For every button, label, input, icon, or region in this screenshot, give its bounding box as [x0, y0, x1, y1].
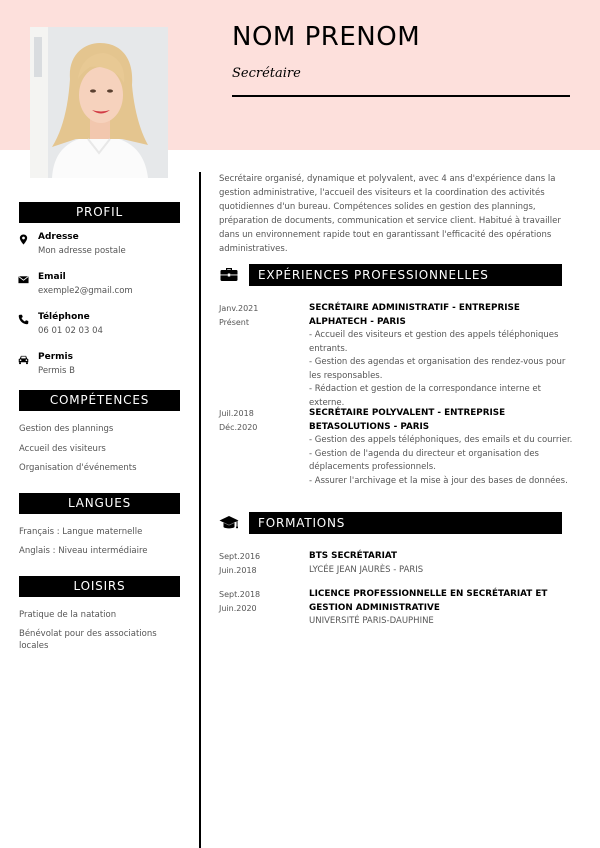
column-divider [199, 172, 201, 848]
profile-summary: Secrétaire organisé, dynamique et polyvalent, avec 4 ans d'expérience dans la gestion administrative, l'accueil des visiteurs et la coordination des activités quotidiennes d'un bureau. Compétences solides en gestion des plannings, préparation de documents, communication et service client. Habitué à travailler dans un environnement rapide tout en garantissant l'efficacité des opérations administratives. [219, 174, 561, 254]
entry-bullet: - Assurer l'archivage et la mise à jour des bases de données. [309, 475, 568, 486]
education-entry [309, 550, 579, 577]
graduation-cap-icon [219, 513, 239, 533]
skill-item: Gestion des plannings [19, 424, 114, 434]
hobby-item: Bénévolat pour des associations locales [19, 629, 157, 651]
contact-label: Permis [38, 352, 73, 362]
contact-label: Adresse [38, 232, 79, 242]
education-entry [309, 588, 579, 629]
contact-label: Email [38, 272, 66, 282]
experience-date [219, 302, 258, 330]
date-end: Présent [219, 318, 250, 327]
contact-value: 06 01 02 03 04 [38, 326, 103, 336]
car-icon [18, 354, 29, 365]
date-end: Juin.2018 [219, 566, 257, 575]
skill-item: Accueil des visiteurs [19, 444, 106, 454]
experience-heading: EXPÉRIENCES PROFESSIONNELLES [249, 264, 562, 286]
entry-bullet: - Gestion de l'agenda du directeur et organisation des déplacements professionnels. [309, 448, 539, 472]
date-start: Sept.2016 [219, 552, 261, 561]
entry-title: LICENCE PROFESSIONNELLE EN SECRÉTARIAT ET GESTION ADMINISTRATIVE [309, 589, 548, 613]
languages-heading: LANGUES [19, 493, 180, 514]
entry-school: UNIVERSITÉ PARIS-DAUPHINE [309, 616, 434, 626]
entry-title: SECRÉTAIRE POLYVALENT - ENTREPRISE BETASOLUTIONS - PARIS [309, 408, 506, 432]
briefcase-icon [219, 264, 239, 284]
contact-label: Téléphone [38, 312, 90, 322]
language-item: Anglais : Niveau intermédiaire [19, 546, 148, 556]
profile-photo [30, 27, 168, 178]
education-date [219, 588, 260, 616]
date-end: Déc.2020 [219, 423, 258, 432]
profile-heading: PROFIL [19, 202, 180, 223]
contact-value: Mon adresse postale [38, 246, 126, 256]
skill-item: Organisation d'événements [19, 463, 137, 473]
education-heading: FORMATIONS [249, 512, 562, 534]
experience-entry [309, 407, 579, 488]
hobby-item: Pratique de la natation [19, 610, 117, 620]
contact-value: exemple2@gmail.com [38, 286, 133, 296]
phone-icon [18, 314, 29, 325]
date-start: Sept.2018 [219, 590, 261, 599]
entry-bullet: - Gestion des appels téléphoniques, des emails et du courrier. [309, 435, 573, 445]
education-date [219, 550, 260, 578]
contact-value: Permis B [38, 366, 76, 376]
entry-bullet: - Accueil des visiteurs et gestion des appels téléphoniques entrants. [309, 330, 559, 354]
hobbies-heading: LOISIRS [19, 576, 180, 597]
envelope-icon [18, 274, 29, 285]
date-end: Juin.2020 [219, 604, 257, 613]
entry-bullet: - Rédaction et gestion de la correspondance interne et externe. [309, 384, 541, 408]
entry-bullet: - Gestion des agendas et organisation des rendez-vous pour les responsables. [309, 357, 566, 381]
entry-title: SECRÉTAIRE ADMINISTRATIF - ENTREPRISE ALPHATECH - PARIS [309, 303, 520, 327]
candidate-name: NOM PRENOM [232, 22, 421, 52]
title-divider [232, 95, 570, 97]
map-pin-icon [18, 234, 29, 245]
job-title: Secrétaire [232, 66, 301, 81]
entry-school: LYCÉE JEAN JAURÈS - PARIS [309, 564, 424, 575]
date-start: Juil.2018 [219, 409, 254, 418]
language-item: Français : Langue maternelle [19, 527, 143, 537]
date-start: Janv.2021 [219, 304, 259, 313]
entry-title: BTS SECRÉTARIAT [309, 551, 397, 561]
skills-heading: COMPÉTENCES [19, 390, 180, 411]
experience-entry [309, 302, 579, 410]
experience-date [219, 407, 257, 435]
